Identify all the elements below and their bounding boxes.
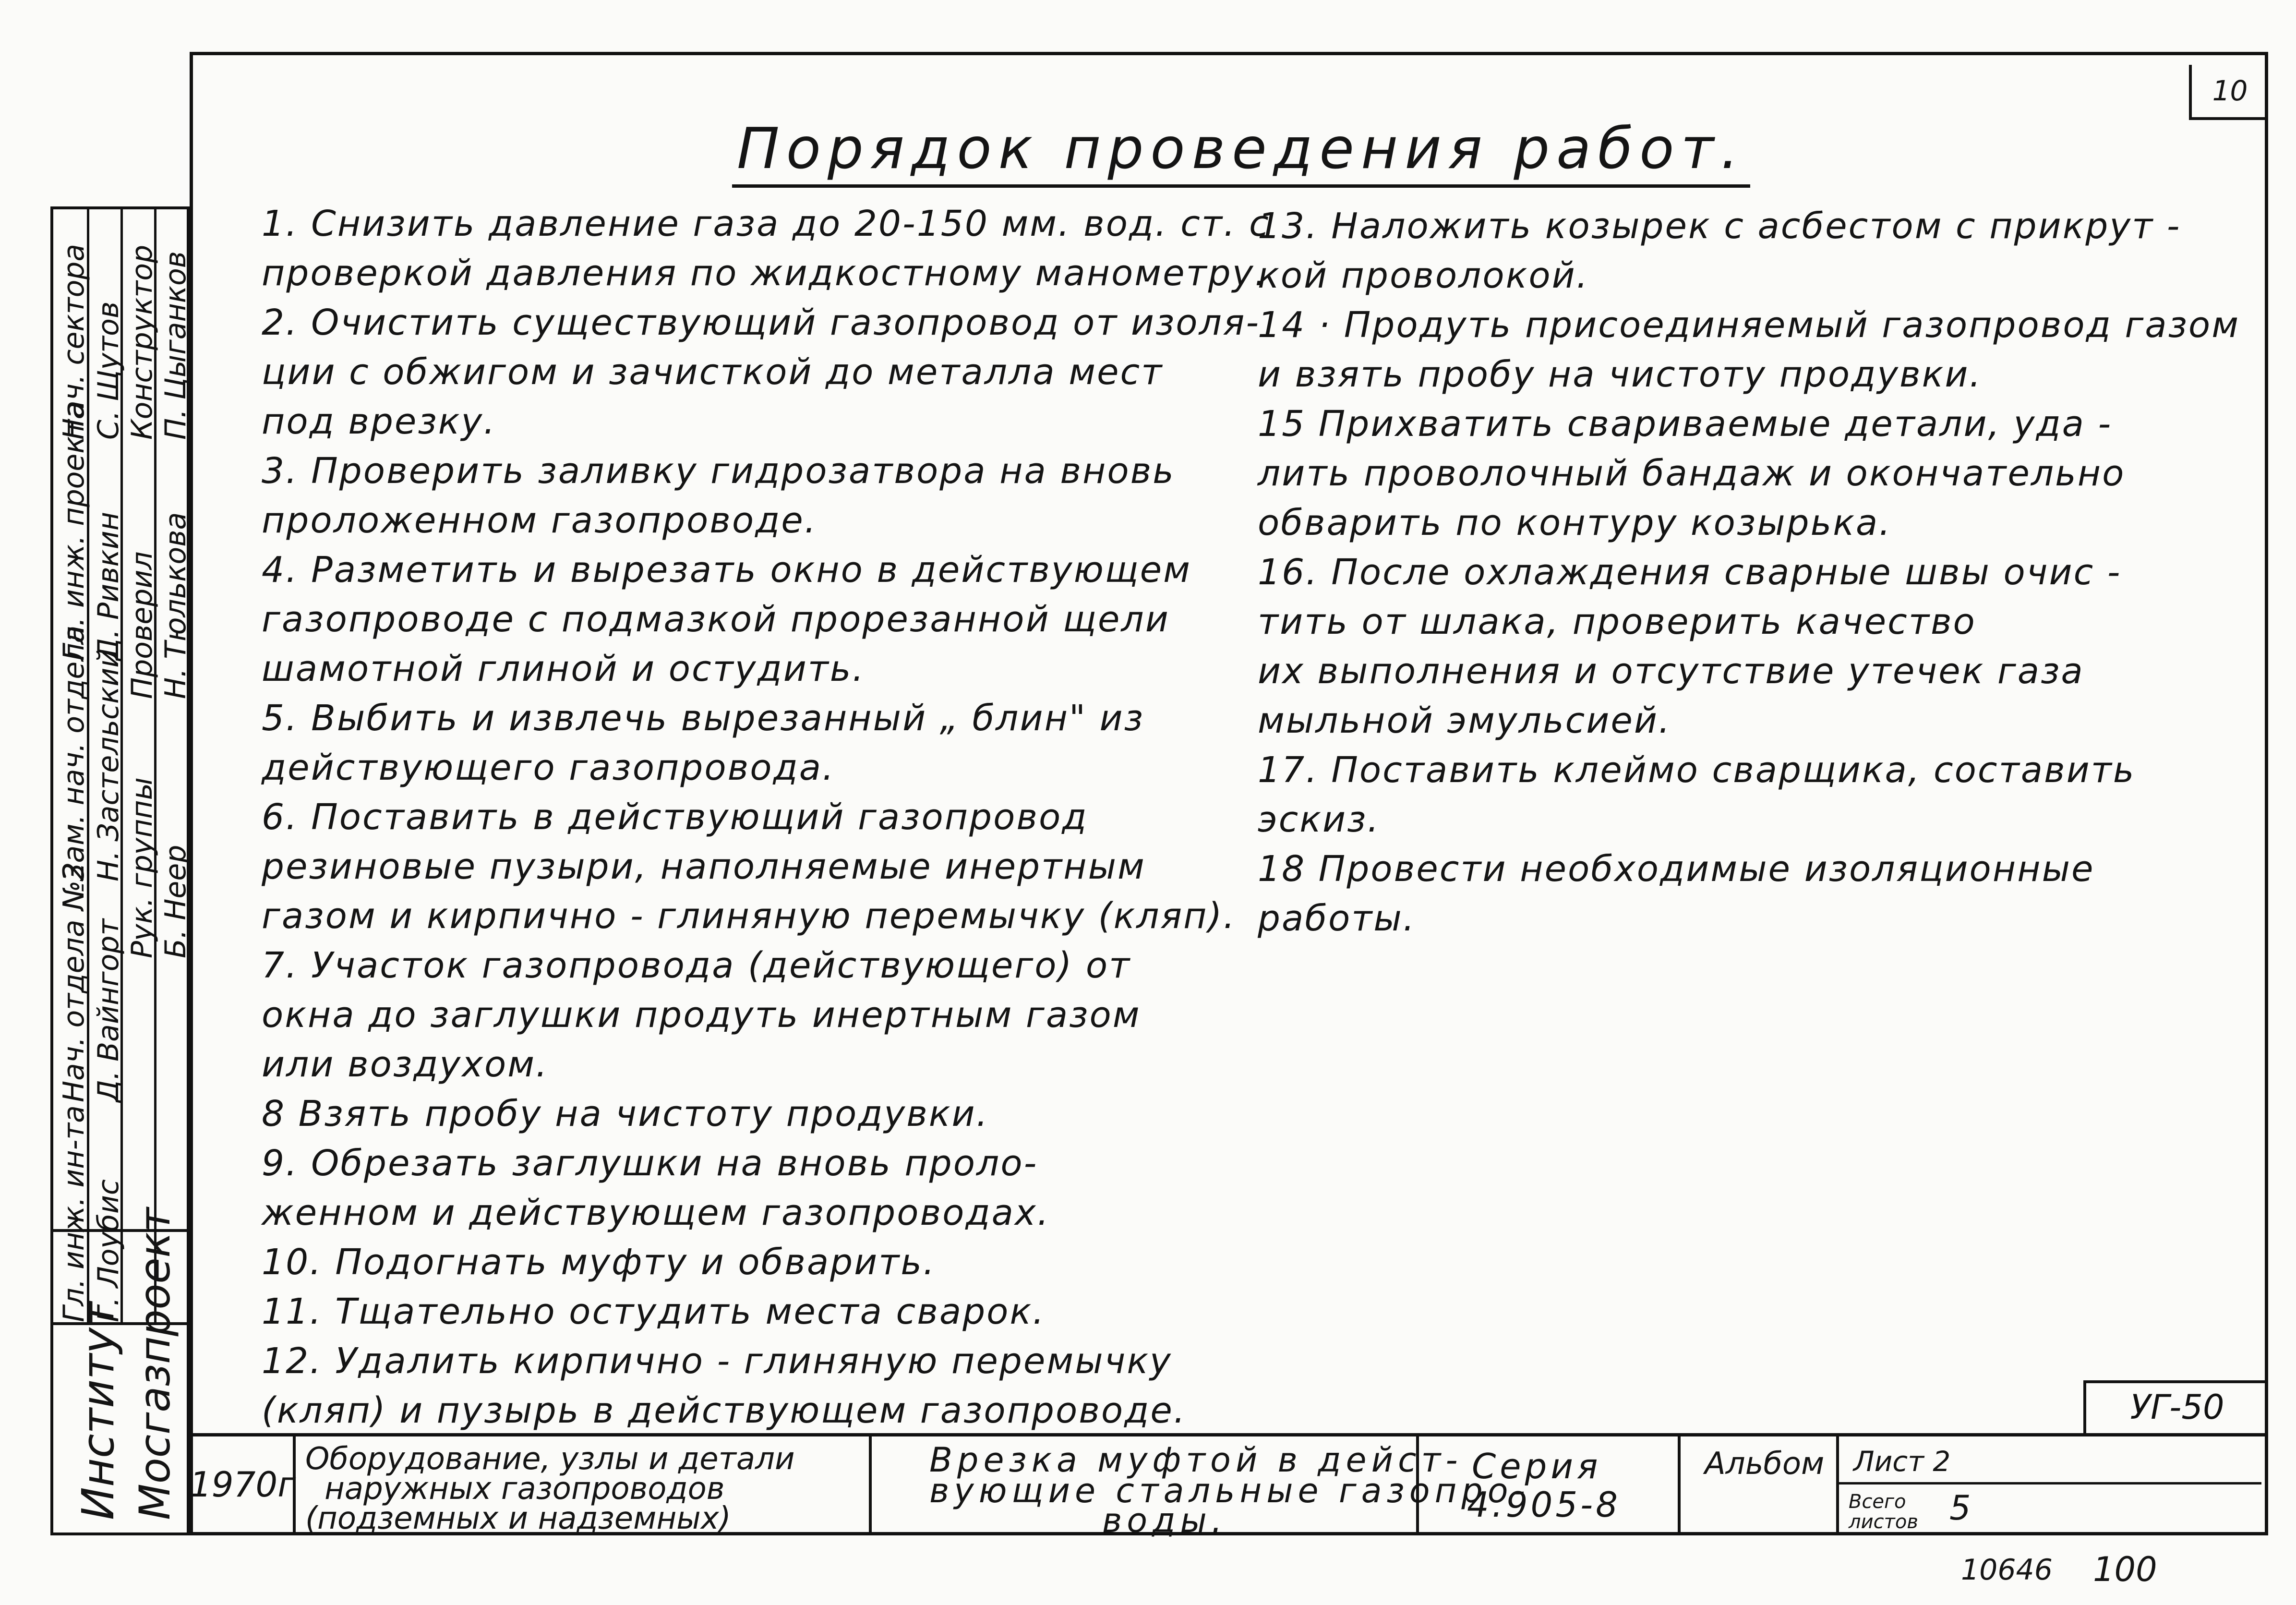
- step-line: 9. Обрезать заглушки на вновь проло-: [262, 1143, 1038, 1184]
- step-line: кой проволокой.: [1258, 255, 1589, 296]
- step-line: 1. Снизить давление газа до 20-150 мм. вод. ст. с: [262, 203, 1270, 244]
- subject-line: наружных газопроводов: [325, 1471, 725, 1507]
- step-line: мыльной эмульсией.: [1258, 700, 1671, 741]
- step-line: работы.: [1258, 898, 1416, 939]
- stamp-name: Г. Лоубис: [92, 1179, 125, 1322]
- stamp-position: Нач. отдела №2: [57, 862, 91, 1102]
- page-title: Порядок проведения работ.: [732, 115, 1750, 188]
- step-line: обварить по контуру козырька.: [1258, 502, 1892, 543]
- step-line: ции с обжигом и зачисткой до металла мест: [262, 351, 1164, 393]
- step-line: 13. Наложить козырек с асбестом с прикрут -: [1258, 205, 2181, 247]
- page-number: 10: [2189, 65, 2268, 120]
- stamp-role: Рук. группы: [125, 777, 159, 958]
- step-line: 7. Участок газопровода (действующего) от: [262, 945, 1131, 986]
- drawing-name-line: вующие стальные газопро-: [929, 1471, 1530, 1510]
- stamp-position: Гл. инж. ин-та: [57, 1105, 91, 1322]
- title-block-subject: [293, 1436, 869, 1535]
- stamp-column-roles: [123, 209, 159, 1322]
- title-block-name: [869, 1436, 1530, 1540]
- step-line: их выполнения и отсутствие утечек газа: [1258, 651, 2084, 692]
- title-block-album: [1678, 1436, 1836, 1535]
- drawing-code: УГ-50: [2083, 1380, 2268, 1433]
- step-line: или воздухом.: [262, 1044, 549, 1085]
- step-line: и взять пробу на чистоту продувки.: [1258, 354, 1982, 395]
- step-line: резиновые пузыри, наполняемые инертным: [262, 846, 1146, 887]
- step-line: 4. Разметить и вырезать окно в действующем: [262, 549, 1191, 591]
- stamp-column-names: [89, 209, 123, 1322]
- step-line: проложенном газопроводе.: [262, 500, 817, 541]
- stamp-column-positions: [53, 209, 89, 1322]
- step-line: 14 · Продуть присоединяемый газопровод газом: [1258, 304, 2240, 346]
- stamp-name: С. Щутов: [92, 301, 125, 440]
- title-block-year: 1970г: [190, 1464, 296, 1505]
- total-value: 5: [1949, 1488, 1971, 1528]
- footer-extra: 100: [2093, 1550, 2157, 1589]
- step-line: шамотной глиной и остудить.: [262, 648, 866, 689]
- step-line: лить проволочный бандаж и окончательно: [1258, 453, 2126, 494]
- step-line: действующего газопровода.: [262, 747, 835, 788]
- stamp-signer: П. Цыганков: [159, 251, 192, 440]
- step-line: эскиз.: [1258, 799, 1380, 840]
- album-label: Альбом: [1705, 1446, 1825, 1482]
- step-line: газопроводе с подмазкой прорезанной щели: [262, 599, 1170, 640]
- steps-left-column: [262, 199, 1270, 1436]
- approval-stamp: [50, 206, 190, 1325]
- step-line: 6. Поставить в действующий газопровод: [262, 796, 1088, 838]
- step-line: 18 Провести необходимые изоляционные: [1258, 848, 2095, 890]
- stamp-name: Д. Ривкин: [92, 511, 125, 661]
- stamp-role: Конструктор: [125, 244, 159, 440]
- stamp-position: Нач. сектора: [57, 243, 91, 440]
- step-line: 8 Взять пробу на чистоту продувки.: [262, 1093, 989, 1134]
- step-line: тить от шлака, проверить качество: [1258, 601, 1976, 642]
- stamp-name: Н. Застельский: [92, 649, 125, 881]
- step-line: под врезку.: [262, 401, 496, 442]
- step-line: 15 Прихватить свариваемые детали, уда -: [1258, 403, 2113, 445]
- step-line: проверкой давления по жидкостному манометру.: [262, 253, 1268, 294]
- step-line: 2. Очистить существующий газопровод от изоля-: [262, 302, 1261, 343]
- steps-right-column: [1258, 202, 2240, 943]
- stamp-signer: Н. Тюлькова: [159, 512, 192, 699]
- title-block-sheet: [1836, 1436, 2261, 1535]
- step-line: 17. Поставить клеймо сварщика, составить: [1258, 749, 2136, 791]
- step-line: женном и действующем газопроводах.: [262, 1192, 1050, 1233]
- sheet-label: Лист 2: [1853, 1445, 1951, 1478]
- drawing-name-line: Врезка муфтой в дейст-: [929, 1440, 1463, 1480]
- institute-label: Институт: [72, 1302, 124, 1520]
- step-line: 3. Проверить заливку гидрозатвора на вновь: [262, 450, 1175, 492]
- institute-name: Мосгазпроект: [130, 1207, 180, 1520]
- stamp-position: Гл. инж. проекта: [57, 401, 91, 661]
- title-block: [190, 1433, 2268, 1540]
- stamp-column-signers: [156, 209, 190, 1322]
- step-line: 16. После охлаждения сварные швы очис -: [1258, 552, 2122, 593]
- series-label: Серия: [1472, 1446, 1602, 1486]
- series-value: 4.905-8: [1467, 1484, 1621, 1525]
- step-line: газом и кирпично - глиняную перемычку (кляп).: [262, 895, 1236, 937]
- total-label: Всего листов: [1849, 1491, 1918, 1533]
- subject-line: Оборудование, узлы и детали: [305, 1441, 795, 1477]
- step-line: 10. Подогнать муфту и обварить.: [262, 1242, 936, 1283]
- step-line: окна до заглушки продуть инертным газом: [262, 994, 1141, 1036]
- stamp-position: Зам. нач. отдела: [57, 625, 91, 881]
- step-line: (кляп) и пузырь в действующем газопроводе.: [262, 1390, 1187, 1431]
- step-line: 12. Удалить кирпично - глиняную перемычку: [262, 1340, 1172, 1382]
- stamp-name: Д. Вайнгорт: [92, 918, 125, 1102]
- inventory-number: 10646: [1961, 1553, 2053, 1587]
- step-line: 5. Выбить и извлечь вырезанный „ блин" из: [262, 698, 1144, 739]
- step-line: 11. Тщательно остудить места сварок.: [262, 1291, 1046, 1332]
- stamp-signer: Б. Неер: [159, 845, 192, 958]
- title-block-series: [1416, 1436, 1678, 1535]
- drawing-name-line: воды.: [1102, 1501, 1227, 1540]
- subject-line: (подземных и надземных): [305, 1501, 731, 1536]
- stamp-role: Проверил: [125, 551, 159, 699]
